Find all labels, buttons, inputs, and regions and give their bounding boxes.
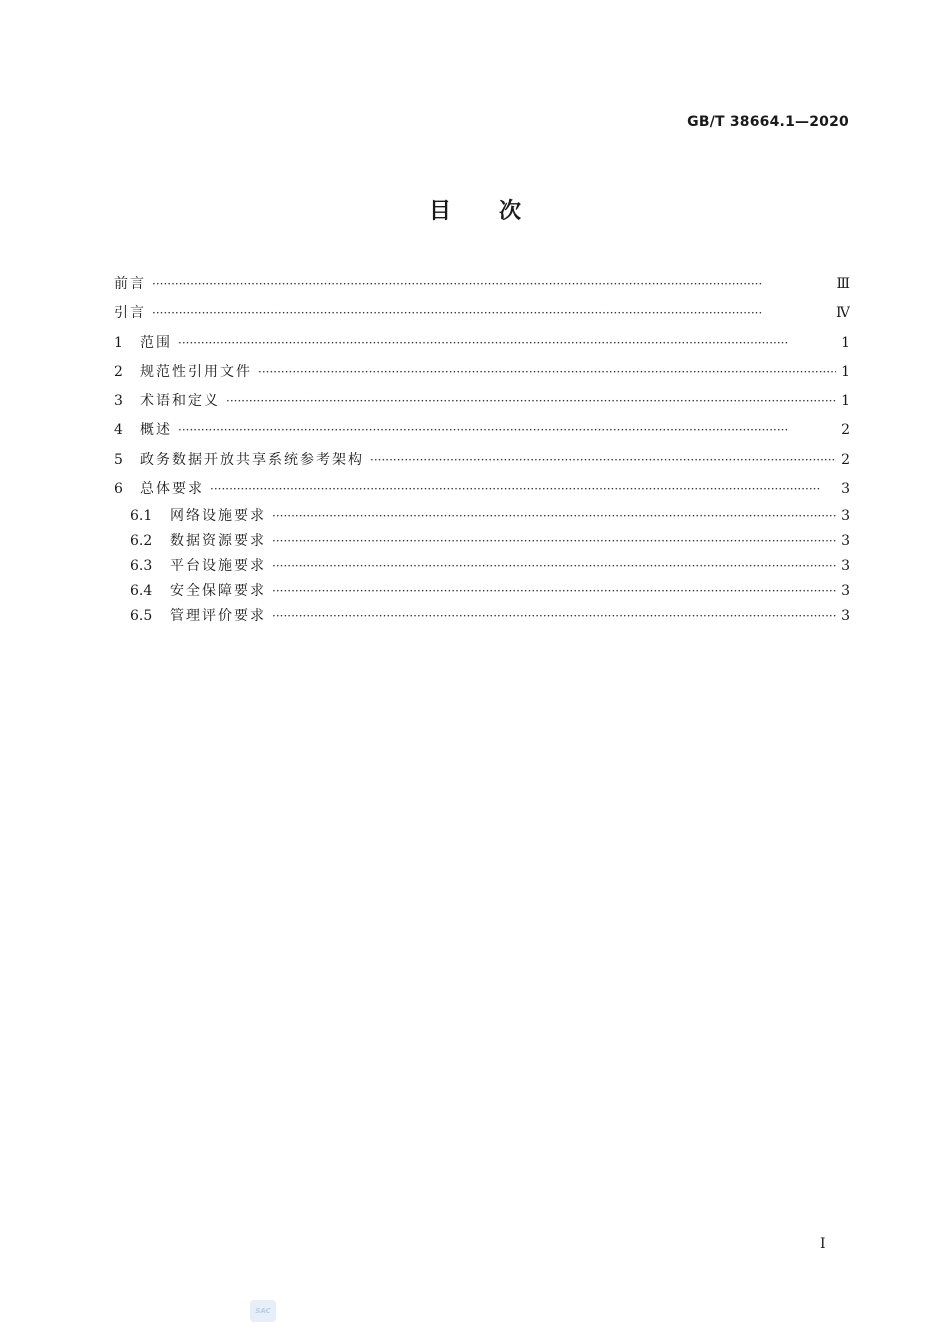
toc-entry-number: 5: [114, 451, 123, 468]
toc-entry-3[interactable]: [114, 387, 850, 416]
toc-entry-foreword[interactable]: [114, 270, 850, 299]
toc-entry-title: 前言: [114, 276, 146, 292]
toc-entry-page: 1: [841, 363, 850, 380]
toc-entry-title: 管理评价要求: [170, 608, 266, 625]
toc-entry-page: 3: [841, 508, 850, 525]
toc-entry-title: 安全保障要求: [170, 583, 266, 600]
toc-entry-6-3[interactable]: [114, 554, 850, 579]
toc-entry-number: 3: [114, 393, 123, 410]
document-number: GB/T 38664.1—2020: [687, 114, 849, 130]
toc-entry-title: 政务数据开放共享系统参考架构: [140, 451, 364, 468]
toc-entry-title: 网络设施要求: [170, 508, 266, 525]
toc-entry-page: 1: [841, 393, 850, 410]
toc-entry-number: 2: [114, 363, 123, 380]
toc-entry-6-5[interactable]: [114, 604, 850, 629]
toc-entry-2[interactable]: [114, 358, 850, 387]
toc-entry-number: 6.3: [130, 558, 153, 575]
toc-leader-dots: [178, 416, 836, 445]
toc-leader-dots: [226, 387, 836, 416]
toc-entry-number: 4: [114, 422, 123, 439]
toc-entry-6-2[interactable]: [114, 529, 850, 554]
toc-leader-dots: [272, 604, 836, 629]
toc-entry-6-1[interactable]: [114, 504, 850, 529]
table-of-contents: [114, 270, 850, 629]
toc-entry-title: 规范性引用文件: [140, 363, 252, 380]
toc-entry-page: 3: [841, 608, 850, 625]
toc-entry-number: 1: [114, 334, 123, 351]
toc-entry-number: 6.2: [130, 533, 153, 550]
toc-entry-title: 总体要求: [140, 481, 204, 498]
toc-entry-page: 3: [841, 533, 850, 550]
toc-entry-title: 概述: [140, 422, 172, 439]
toc-entry-title: 范围: [140, 334, 172, 351]
toc-leader-dots: [178, 329, 836, 358]
toc-entry-title: 平台设施要求: [170, 558, 266, 575]
toc-entry-page: 1: [841, 334, 850, 351]
toc-entry-page: 3: [841, 481, 850, 498]
toc-entry-title: 引言: [114, 305, 146, 322]
page-title: 目次: [428, 199, 569, 224]
toc-entry-page: 3: [841, 583, 850, 600]
toc-entry-page: Ⅲ: [836, 276, 850, 292]
toc-leader-dots: [210, 475, 836, 504]
toc-entry-number: 6: [114, 481, 123, 498]
toc-entry-title: 数据资源要求: [170, 533, 266, 550]
toc-leader-dots: [152, 299, 832, 328]
toc-leader-dots: [272, 579, 836, 604]
toc-leader-dots: [272, 529, 836, 554]
toc-entry-page: 3: [841, 558, 850, 575]
toc-leader-dots: [258, 358, 836, 387]
toc-entry-page: 2: [841, 422, 850, 439]
toc-entry-6-4[interactable]: [114, 579, 850, 604]
toc-entry-5[interactable]: [114, 446, 850, 475]
toc-entry-number: 6.5: [130, 608, 153, 625]
toc-entry-6[interactable]: [114, 475, 850, 504]
toc-entry-introduction[interactable]: [114, 299, 850, 328]
toc-entry-number: 6.4: [130, 583, 153, 600]
sac-watermark-logo: SAC: [250, 1300, 276, 1322]
toc-leader-dots: [272, 504, 836, 529]
toc-entry-4[interactable]: [114, 416, 850, 445]
toc-leader-dots: [152, 270, 832, 299]
toc-entry-1[interactable]: [114, 329, 850, 358]
toc-entry-page: 2: [841, 451, 850, 468]
toc-entry-page: Ⅳ: [836, 305, 850, 322]
toc-entry-number: 6.1: [130, 508, 153, 525]
toc-entry-title: 术语和定义: [140, 393, 220, 410]
page-number: I: [820, 1236, 826, 1252]
toc-leader-dots: [370, 446, 836, 475]
toc-leader-dots: [272, 554, 836, 579]
